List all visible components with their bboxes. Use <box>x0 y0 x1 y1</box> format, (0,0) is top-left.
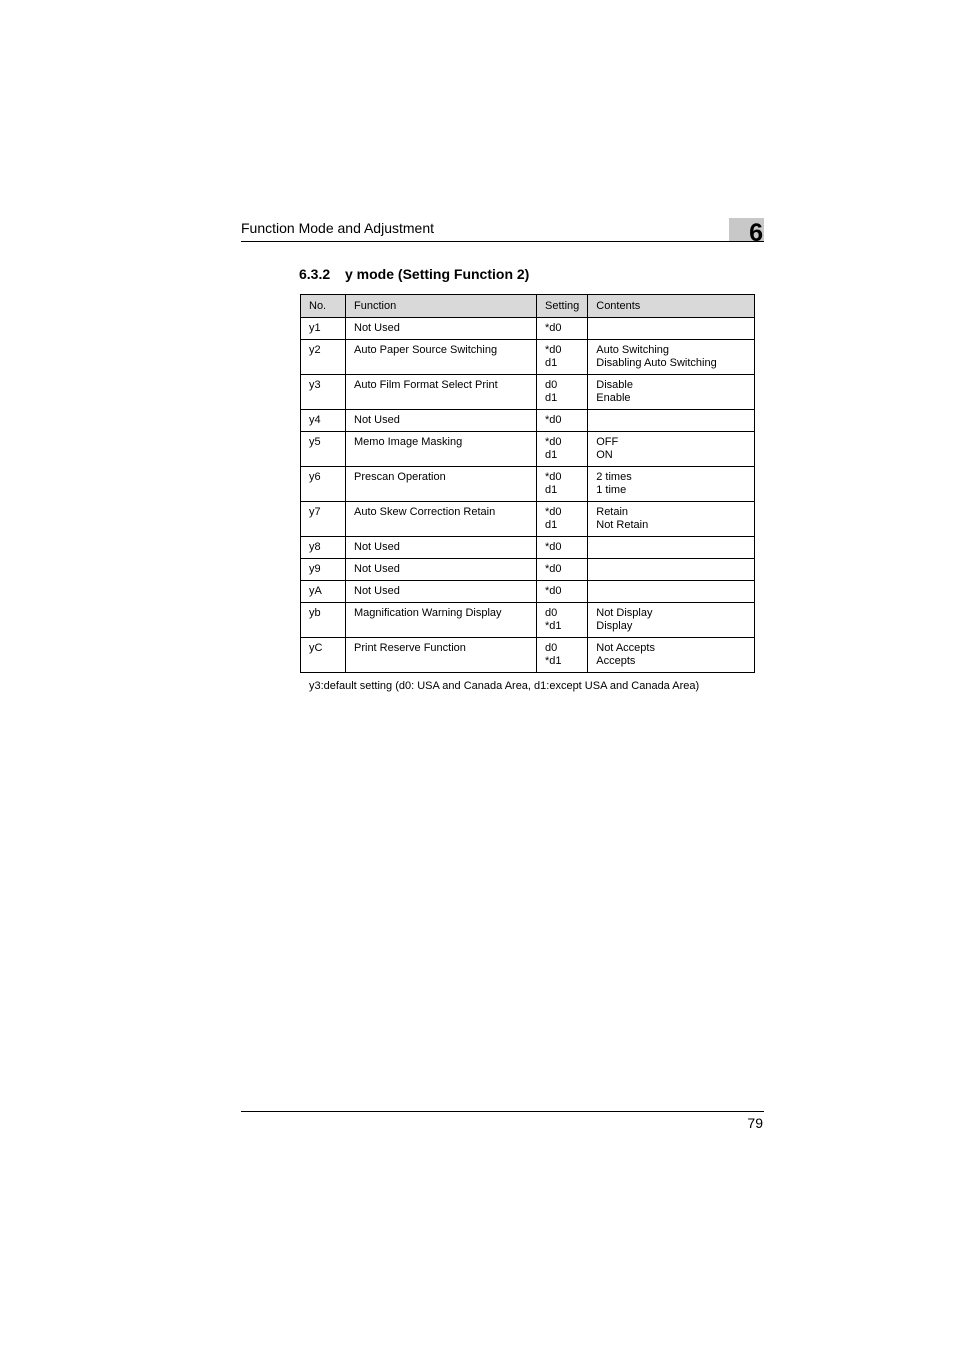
table-row <box>301 603 755 638</box>
cell-contents <box>588 375 755 410</box>
contents-value: Not Display <box>596 607 653 619</box>
section-heading <box>299 266 529 282</box>
cell-contents <box>588 537 755 559</box>
cell-function: Not Used <box>346 581 537 603</box>
cell-no: yA <box>301 581 346 603</box>
table-row <box>301 375 755 410</box>
setting-value: *d0 <box>545 541 562 553</box>
cell-contents <box>588 581 755 603</box>
cell-no: y3 <box>301 375 346 410</box>
setting-value: d1 <box>545 392 558 404</box>
contents-value: Not Accepts <box>596 642 655 654</box>
cell-setting <box>537 340 588 375</box>
table-row <box>301 502 755 537</box>
cell-setting <box>537 375 588 410</box>
footnote: y3:default setting (d0: USA and Canada Area, d1:except USA and Canada Area) <box>309 680 700 692</box>
header-setting: Setting <box>537 295 588 318</box>
cell-setting <box>537 638 588 673</box>
contents-value: 1 time <box>596 484 627 496</box>
cell-contents <box>588 340 755 375</box>
setting-value: *d0 <box>545 414 562 426</box>
cell-contents <box>588 318 755 340</box>
contents-value: Accepts <box>596 655 636 667</box>
footer-rule <box>241 1111 764 1112</box>
cell-no: y1 <box>301 318 346 340</box>
contents-value: OFF <box>596 436 619 448</box>
chapter-tab <box>729 218 764 247</box>
cell-contents <box>588 432 755 467</box>
cell-setting <box>537 432 588 467</box>
cell-function: Not Used <box>346 318 537 340</box>
cell-no: y9 <box>301 559 346 581</box>
cell-function: Auto Film Format Select Print <box>346 375 537 410</box>
section-title: y mode (Setting Function 2) <box>345 266 530 282</box>
header-no: No. <box>301 295 346 318</box>
contents-value: 2 times <box>596 471 632 483</box>
section-number: 6.3.2 <box>299 266 331 282</box>
cell-no: y8 <box>301 537 346 559</box>
cell-contents <box>588 559 755 581</box>
cell-setting <box>537 502 588 537</box>
cell-function: Not Used <box>346 537 537 559</box>
cell-function: Magnification Warning Display <box>346 603 537 638</box>
cell-function: Print Reserve Function <box>346 638 537 673</box>
cell-function: Not Used <box>346 410 537 432</box>
contents-value: Not Retain <box>596 519 649 531</box>
setting-value: d1 <box>545 449 558 461</box>
setting-value: d1 <box>545 519 558 531</box>
cell-function: Memo Image Masking <box>346 432 537 467</box>
cell-setting <box>537 559 588 581</box>
table-row <box>301 410 755 432</box>
table-row <box>301 318 755 340</box>
cell-setting <box>537 603 588 638</box>
cell-setting <box>537 537 588 559</box>
cell-contents <box>588 502 755 537</box>
setting-value: *d0 <box>545 471 562 483</box>
chapter-number: 6 <box>749 219 763 247</box>
cell-contents <box>588 603 755 638</box>
setting-value: *d0 <box>545 506 562 518</box>
setting-value: *d0 <box>545 344 562 356</box>
cell-no: yb <box>301 603 346 638</box>
cell-no: y7 <box>301 502 346 537</box>
setting-value: *d1 <box>545 620 562 632</box>
cell-setting <box>537 581 588 603</box>
cell-no: y6 <box>301 467 346 502</box>
setting-value: *d0 <box>545 322 562 334</box>
table-row <box>301 340 755 375</box>
running-header-title: Function Mode and Adjustment <box>241 220 435 236</box>
contents-value: Enable <box>596 392 631 404</box>
table-row <box>301 467 755 502</box>
page-number: 79 <box>747 1115 763 1131</box>
table-row <box>301 581 755 603</box>
cell-contents <box>588 467 755 502</box>
table-row <box>301 432 755 467</box>
cell-setting <box>537 467 588 502</box>
cell-setting <box>537 410 588 432</box>
contents-value: Disable <box>596 379 633 391</box>
cell-function: Auto Paper Source Switching <box>346 340 537 375</box>
cell-function: Auto Skew Correction Retain <box>346 502 537 537</box>
cell-setting <box>537 318 588 340</box>
setting-value: *d0 <box>545 436 562 448</box>
setting-value: *d1 <box>545 655 562 667</box>
contents-value: ON <box>596 449 613 461</box>
setting-value: d1 <box>545 484 558 496</box>
cell-no: y5 <box>301 432 346 467</box>
table-header-row <box>301 295 755 318</box>
header-function: Function <box>346 295 537 318</box>
setting-value: d0 <box>545 379 558 391</box>
setting-value: *d0 <box>545 563 562 575</box>
cell-no: yC <box>301 638 346 673</box>
contents-value: Retain <box>596 506 629 518</box>
cell-function: Prescan Operation <box>346 467 537 502</box>
contents-value: Auto Switching <box>596 344 670 356</box>
cell-no: y2 <box>301 340 346 375</box>
table-row <box>301 537 755 559</box>
table-row <box>301 638 755 673</box>
contents-value: Disabling Auto Switching <box>596 357 717 369</box>
settings-table <box>300 294 755 673</box>
cell-no: y4 <box>301 410 346 432</box>
setting-value: *d0 <box>545 585 562 597</box>
contents-value: Display <box>596 620 633 632</box>
table-row <box>301 559 755 581</box>
setting-value: d0 <box>545 642 558 654</box>
setting-value: d1 <box>545 357 558 369</box>
header-rule <box>241 241 764 242</box>
header-contents: Contents <box>588 295 755 318</box>
cell-contents <box>588 410 755 432</box>
cell-function: Not Used <box>346 559 537 581</box>
cell-contents <box>588 638 755 673</box>
setting-value: d0 <box>545 607 558 619</box>
